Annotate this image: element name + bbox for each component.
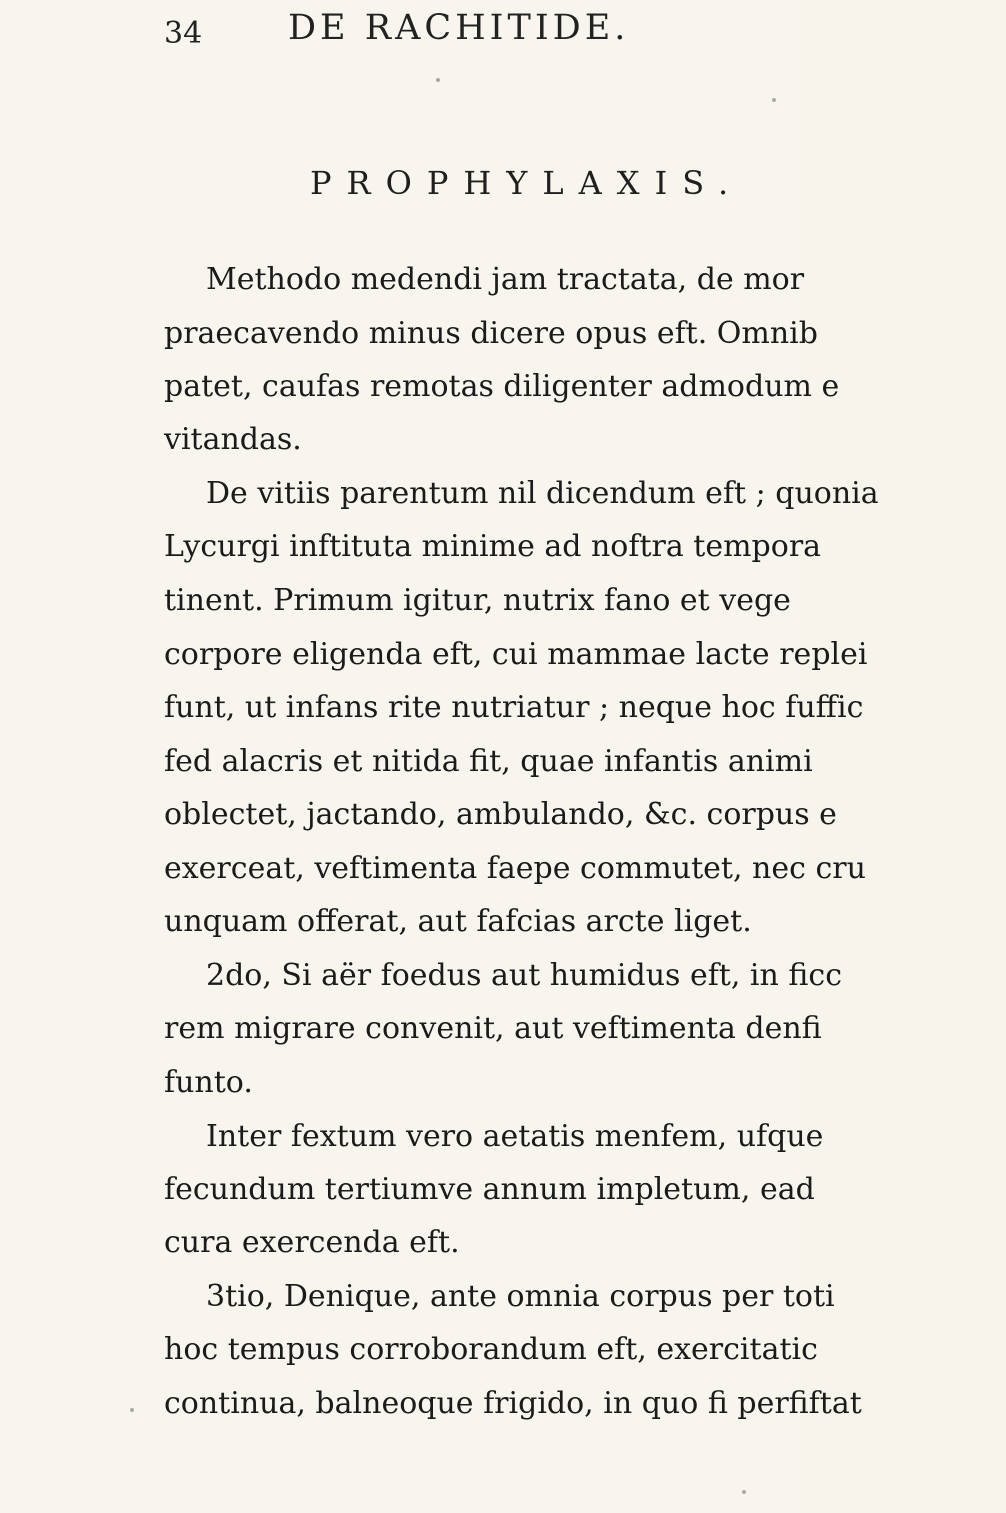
body-text	[0, 262, 879, 1482]
text-line: tinent. Primum igitur, nutrix fano et vege	[164, 583, 791, 618]
text-line: funto.	[164, 1065, 253, 1100]
text-line: exerceat, veftimenta faepe commutet, nec cru	[164, 851, 866, 886]
text-line: rem migrare convenit, aut veftimenta denfi	[164, 1011, 822, 1046]
paper-speck	[436, 78, 440, 82]
text-line: oblectet, jactando, ambulando, &c. corpus e	[164, 797, 837, 832]
text-line: praecavendo minus dicere opus eft. Omnib	[164, 316, 818, 351]
text-line: cura exercenda eft.	[164, 1225, 460, 1260]
paper-speck	[742, 1490, 746, 1494]
section-title: PROPHYLAXIS.	[310, 164, 744, 202]
text-line: hoc tempus corroborandum eft, exercitatic	[164, 1332, 818, 1367]
text-line: funt, ut infans rite nutriatur ; neque hoc fuffic	[164, 690, 864, 725]
text-line: 3tio, Denique, ante omnia corpus per toti	[206, 1279, 835, 1314]
text-line: Lycurgi inftituta minime ad noftra tempora	[164, 529, 822, 564]
page-number: 34	[164, 16, 203, 51]
text-line: 2do, Si aër foedus aut humidus eft, in ficc	[206, 958, 842, 993]
text-line: patet, caufas remotas diligenter admodum e	[164, 369, 840, 404]
text-line: Inter fextum vero aetatis menfem, ufque	[206, 1119, 824, 1154]
text-line: fed alacris et nitida fit, quae infantis animi	[164, 744, 813, 779]
text-line: fecundum tertiumve annum impletum, ead	[164, 1172, 815, 1207]
paper-speck	[772, 98, 776, 102]
text-line: continua, balneoque frigido, in quo fi perfiftat	[164, 1386, 862, 1421]
text-line: vitandas.	[164, 422, 302, 457]
page-header	[0, 6, 800, 56]
text-line: De vitiis parentum nil dicendum eft ; quonia	[206, 476, 879, 511]
text-line: unquam offerat, aut fafcias arcte liget.	[164, 904, 752, 939]
text-line: corpore eligenda eft, cui mammae lacte replei	[164, 637, 868, 672]
text-line: Methodo medendi jam tractata, de mor	[206, 262, 805, 297]
running-head: DE RACHITIDE.	[288, 8, 630, 48]
paper-speck	[130, 1408, 134, 1412]
